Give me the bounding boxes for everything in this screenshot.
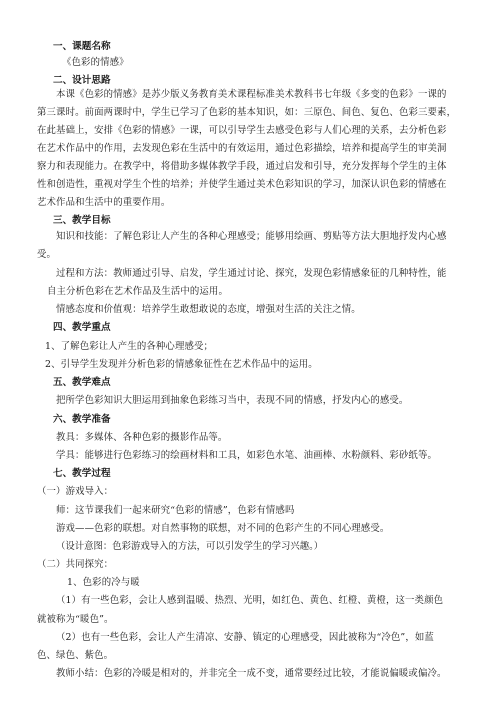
- section-heading-difficulty: 五、教学难点: [53, 377, 111, 388]
- objectives-text-line: 知识和技能：了解色彩让人产生的各种心理感受；能够用绘画、剪贴等方法大胆地抒发内心感: [56, 231, 447, 242]
- design-text-line: 在此基础上，安排《色彩的情感》一课，可以引导学生去感受色彩与人们心理的关系，去分析色彩: [37, 125, 447, 136]
- section-heading-topic: 一、课题名称: [53, 41, 111, 52]
- process-text-line: 教师小结：色彩的冷暖是相对的，并非完全一成不变，通常要经过比较，才能说偏暖或偏冷。: [56, 668, 447, 679]
- design-text-line: 在艺术作品中的作用，去发现色彩在生活中的有效运用，通过色彩描绘，培养和提高学生的审美洞: [37, 143, 447, 154]
- key-points-text-line: 1、了解色彩让人产生的各种心理感受；: [45, 341, 214, 352]
- design-text-line: 本课《色彩的情感》是苏少版义务教育美术课程标准美术教科书七年级《多变的色彩》一课的: [56, 89, 447, 100]
- process-text-line: （1）有一些色彩，会让人感到温暖、热烈、光明，如红色、黄色、红橙、黄橙，这一类颜色: [56, 595, 444, 606]
- section-heading-process: 七、教学过程: [53, 468, 111, 479]
- section-heading-design: 二、设计思路: [53, 75, 111, 86]
- preparation-text-line: 学具：能够进行色彩练习的绘画材料和工具，如彩色水笔、油画棒、水粉颜料、彩砂纸等。: [56, 450, 438, 461]
- objectives-text-line: 自主分析色彩在艺术作品及生活中的运用。: [47, 286, 228, 297]
- process-text-line: 色、绿色、紫色。: [37, 650, 114, 661]
- section-heading-objectives: 三、教学目标: [53, 215, 111, 226]
- design-text-line: 艺术作品和生活中的重要作用。: [37, 197, 171, 208]
- objectives-text-line: 受。: [37, 249, 57, 260]
- section-heading-key-points: 四、教学重点: [53, 322, 111, 333]
- difficulty-text-line: 把所学色彩知识大胆运用到抽象色彩练习当中，表现不同的情感，抒发内心的感受。: [56, 395, 409, 406]
- objectives-text-line: 情感态度和价值观：培养学生敢想敢说的态度，增强对生活的关注之情。: [56, 304, 361, 315]
- topic-title: 《色彩的情感》: [62, 57, 129, 68]
- design-text-line: 第三课时。前面两课时中，学生已学习了色彩的基本知识，如：三原色、间色、复色、色彩三要素，: [37, 107, 457, 118]
- process-text-line: （2）也有一些色彩，会让人产生清凉、安静、镇定的心理感受，因此被称为“冷色”，如蓝: [56, 632, 434, 643]
- design-text-line: 察力和表现能力。在教学中，将借助多媒体教学手段，通过启发和引导，充分发挥每个学生的主体: [37, 161, 447, 172]
- process-text-line: 游戏——色彩的联想。对自然事物的联想，对不同的色彩产生的不同心理感受。: [56, 523, 390, 534]
- section-heading-preparation: 六、教学准备: [53, 414, 111, 425]
- process-text-line: （二）共同探究：: [37, 559, 114, 570]
- process-text-line: 1、色彩的冷与暖: [67, 577, 140, 588]
- objectives-text-line: 过程和方法：教师通过引导、启发，学生通过讨论、探究，发现色彩情感象征的几种特性，能: [56, 268, 447, 279]
- preparation-text-line: 教具：多媒体、各种色彩的摄影作品等。: [56, 432, 228, 443]
- process-text-line: 师：这节课我们一起来研究“色彩的情感”，色彩有情感吗: [56, 505, 295, 516]
- process-text-line: （一）游戏导入：: [37, 486, 114, 497]
- process-text-line: 就被称为“暖色”。: [37, 614, 114, 625]
- key-points-text-line: 2、引导学生发现并分析色彩的情感象征性在艺术作品中的运用。: [45, 359, 318, 370]
- design-text-line: 性和创造性，重视对学生个性的培养；并使学生通过美术色彩知识的学习，加深认识色彩的情感在: [37, 179, 447, 190]
- design-intent-note: （设计意图：色彩游戏导入的方法，可以引发学生的学习兴趣。）: [56, 541, 324, 552]
